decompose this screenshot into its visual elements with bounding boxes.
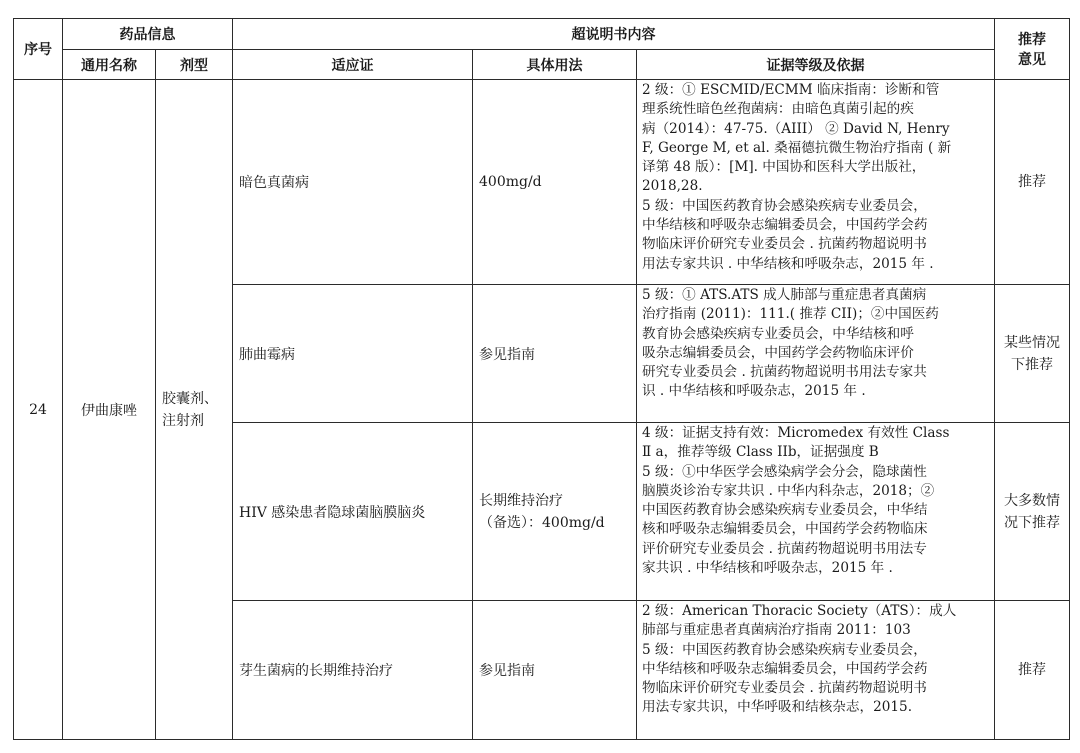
evidence-cell	[637, 601, 995, 740]
evidence-line: 家共识 . 中华结核和呼吸杂志，2015 年 .	[642, 560, 893, 577]
header-recommendation	[995, 19, 1070, 80]
header-recommendation-line2: 意见	[1018, 52, 1047, 68]
recommendation-line1: 某些情况	[1004, 334, 1061, 351]
evidence-line: 用法专家共识 . 中华结核和呼吸杂志，2015 年 .	[642, 255, 934, 272]
evidence-line: 4 级：证据支持有效：Micromedex 有效性 Class	[642, 425, 950, 441]
evidence-line: 物临床评价研究专业委员会 . 抗菌药物超说明书	[642, 680, 927, 697]
evidence-line: 理系统性暗色丝孢菌病：由暗色真菌引起的疾	[642, 101, 914, 118]
recommendation-cell	[995, 285, 1070, 423]
drug-seq: 24	[14, 80, 63, 740]
usage-line1: 参见指南	[479, 346, 535, 363]
offlabel-drug-table	[13, 18, 1070, 740]
evidence-line: 5 级：① ATS.ATS 成人肺部与重症患者真菌病	[642, 287, 927, 303]
indication-cell: 暗色真菌病	[233, 80, 473, 285]
evidence-line: 脑膜炎诊治专家共识 . 中华内科杂志，2018；②	[642, 482, 935, 499]
recommendation-cell	[995, 601, 1070, 740]
evidence-line: 治疗指南 (2011)：111.( 推荐 CII)；②中国医药	[642, 306, 939, 323]
evidence-line: 2018,28.	[642, 178, 703, 195]
evidence-line: 肺部与重症患者真菌病治疗指南 2011：103	[642, 622, 911, 639]
drug-dosage-form	[156, 80, 233, 740]
evidence-line: Ⅱ a，推荐等级 Class IIb，证据强度 B	[642, 444, 879, 461]
evidence-line: 中国医药教育协会感染疾病专业委员会，中华结	[642, 502, 928, 519]
evidence-cell	[637, 423, 995, 601]
evidence-line: 教育协会感染疾病专业委员会，中华结核和呼	[642, 325, 914, 342]
header-drug-info: 药品信息	[63, 19, 233, 50]
usage-line2: （备选）：400mg/d	[479, 514, 605, 531]
header-recommendation-line1: 推荐	[1018, 32, 1047, 48]
evidence-line: 吸杂志编辑委员会，中国药学会药物临床评价	[642, 344, 914, 361]
indication-cell: 肺曲霉病	[233, 285, 473, 423]
usage-cell	[473, 601, 637, 740]
indication-cell: HIV 感染患者隐球菌脑膜脑炎	[233, 423, 473, 601]
offlabel-drug-table-container	[13, 18, 1070, 740]
dosage-form-line2: 注射剂	[162, 412, 204, 429]
usage-cell	[473, 285, 637, 423]
dosage-form-line1: 胶囊剂、	[162, 390, 218, 407]
header-generic-name: 通用名称	[63, 50, 156, 80]
usage-cell	[473, 423, 637, 601]
header-offlabel-content: 超说明书内容	[233, 19, 995, 50]
evidence-line: 5 级：中国医药教育协会感染疾病专业委员会，	[642, 197, 927, 214]
drug-generic-name: 伊曲康唑	[63, 80, 156, 740]
recommendation-line2: 下推荐	[1011, 356, 1054, 373]
recommendation-cell	[995, 80, 1070, 285]
evidence-line: 用法专家共识，中华呼吸和结核杂志，2015.	[642, 699, 913, 716]
evidence-line: 5 级：①中华医学会感染病学会分会，隐球菌性	[642, 463, 927, 480]
evidence-line: 译第 48 版）：[M]. 中国协和医科大学出版社，	[642, 159, 926, 176]
header-indication: 适应证	[233, 50, 473, 80]
evidence-cell	[637, 80, 995, 285]
evidence-line: 中华结核和呼吸杂志编辑委员会，中国药学会药	[642, 217, 928, 234]
recommendation-line2: 况下推荐	[1004, 514, 1061, 531]
table-row	[14, 80, 1070, 285]
evidence-line: 物临床评价研究专业委员会 . 抗菌药物超说明书	[642, 236, 927, 253]
evidence-cell	[637, 285, 995, 423]
evidence-line: 5 级：中国医药教育协会感染疾病专业委员会，	[642, 641, 927, 658]
header-evidence: 证据等级及依据	[637, 50, 995, 80]
usage-cell	[473, 80, 637, 285]
header-usage: 具体用法	[473, 50, 637, 80]
usage-line1: 参见指南	[479, 663, 535, 679]
evidence-line: F, George M, et al. 桑福德抗微生物治疗指南 ( 新	[642, 139, 952, 156]
evidence-line: 中华结核和呼吸杂志编辑委员会，中国药学会药	[642, 660, 928, 677]
evidence-line: 识 . 中华结核和呼吸杂志，2015 年 .	[642, 383, 866, 400]
recommendation-line1: 推荐	[1018, 662, 1047, 678]
evidence-line: 病（2014）：47-75.（AIII） ② David N, Henry	[642, 120, 950, 137]
recommendation-line1: 推荐	[1018, 174, 1047, 190]
evidence-line: 评价研究专业委员会 . 抗菌药物超说明书用法专	[642, 540, 927, 557]
evidence-line: 2 级：American Thoracic Society（ATS）：成人	[642, 603, 957, 619]
indication-cell: 芽生菌病的长期维持治疗	[233, 601, 473, 740]
evidence-line: 研究专业委员会 . 抗菌药物超说明书用法专家共	[642, 364, 927, 381]
header-dosage-form: 剂型	[156, 50, 233, 80]
recommendation-line1: 大多数情	[1004, 492, 1061, 509]
recommendation-cell	[995, 423, 1070, 601]
header-seq: 序号	[14, 19, 63, 80]
usage-line1: 长期维持治疗	[479, 492, 563, 509]
usage-line1: 400mg/d	[479, 174, 542, 190]
evidence-line: 核和呼吸杂志编辑委员会，中国药学会药物临床	[642, 521, 928, 538]
evidence-line: 2 级：① ESCMID/ECMM 临床指南：诊断和管	[642, 82, 940, 98]
